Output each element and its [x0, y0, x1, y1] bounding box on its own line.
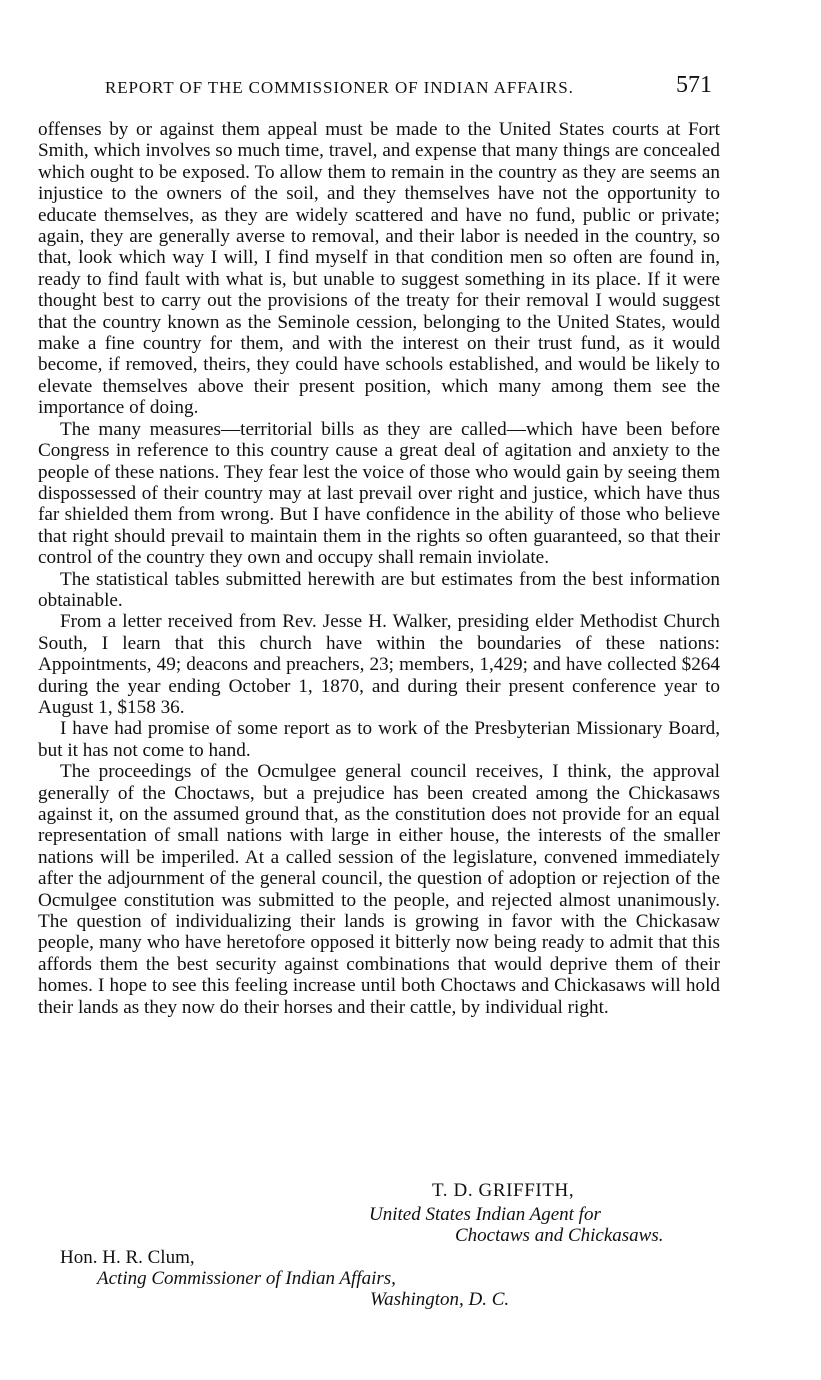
- addressee-title: Acting Commissioner of Indian Affairs,: [97, 1268, 396, 1289]
- paragraph-removal-question: offenses by or against them appeal must be made to the United States courts at Fort Smith, which involves so much time, travel, and expense that many things are concealed which ought to be exposed. To allow them to remain in the country as they are seems an injustice to the owners of the soil, and they themselves have not the opportunity to educate themselves, as they are widely scattered and have no fund, public or private; again, they are generally averse to removal, and their labor is needed in the country, so that, look which way I will, I find myself in that condition men so often are found in, ready to find fault with what is, but unable to suggest something in its place. If it were thought best to carry out the provisions of the treaty for their removal I would suggest that the country known as the Seminole cession, belonging to the United States, would make a fine country for them, and with the interest on their trust fund, as it would become, if removed, theirs, they could have schools established, and would be likely to elevate themselves above their present position, which many among them see the importance of doing.: [38, 119, 720, 419]
- paragraph-methodist-church: From a letter received from Rev. Jesse H. Walker, presiding elder Methodist Church South, I learn that this church have within the boundaries of these nations: Appointments, 49; deacons and preachers, 23; members, 1,429; and have collected $264 during the year ending October 1, 1870, and during their present conference year to August 1, $158 36.: [38, 611, 720, 718]
- signature-name: T. D. GRIFFITH,: [432, 1180, 575, 1201]
- paragraph-territorial-bills: The many measures—territorial bills as they are called—which have been before Congress in reference to this country cause a great deal of agitation and anxiety to the people of these nations. They fear lest the voice of those who would gain by seeing them dispossessed of their country may at last prevail over right and justice, which have thus far shielded them from wrong. But I have confidence in the ability of those who believe that right should prevail to maintain them in the rights so often guaranteed, so that their control of the country they own and occupy shall remain inviolate.: [38, 418, 720, 569]
- paragraph-ocmulgee-council: The proceedings of the Ocmulgee general council receives, I think, the approval generally of the Choctaws, but a prejudice has been created among the Chickasaws against it, on the assumed ground that, as the constitution does not provide for an equal representation of small nations with large in either house, the interests of the smaller nations will be imperiled. At a called session of the legislature, convened immediately after the adjournment of the general council, the question of adoption or rejection of the Ocmulgee constitution was submitted to the people, and rejected almost unanimously. The question of individualizing their lands is growing in favor with the Chickasaw people, many who have heretofore opposed it bitterly now being ready to admit that this affords them the best security against combinations that would deprive them of their homes. I hope to see this feeling increase until both Choctaws and Chickasaws will hold their lands as they now do their horses and their cattle, by individual right.: [38, 761, 720, 1018]
- addressee-place: Washington, D. C.: [370, 1289, 510, 1310]
- paragraph-statistical-tables: The statistical tables submitted herewith are but estimates from the best information obtainable.: [38, 568, 720, 611]
- report-body: [38, 119, 720, 1018]
- running-header: [0, 72, 821, 106]
- header-title: REPORT OF THE COMMISSIONER OF INDIAN AFFAIRS.: [105, 78, 574, 97]
- addressee-name: Hon. H. R. Clum,: [60, 1247, 195, 1268]
- signature-title-line1: United States Indian Agent for: [369, 1204, 601, 1225]
- paragraph-presbyterian-board: I have had promise of some report as to work of the Presbyterian Missionary Board, but it has not come to hand.: [38, 718, 720, 761]
- signature-title-line2: Choctaws and Chickasaws.: [455, 1225, 664, 1246]
- page-number: 571: [676, 72, 712, 98]
